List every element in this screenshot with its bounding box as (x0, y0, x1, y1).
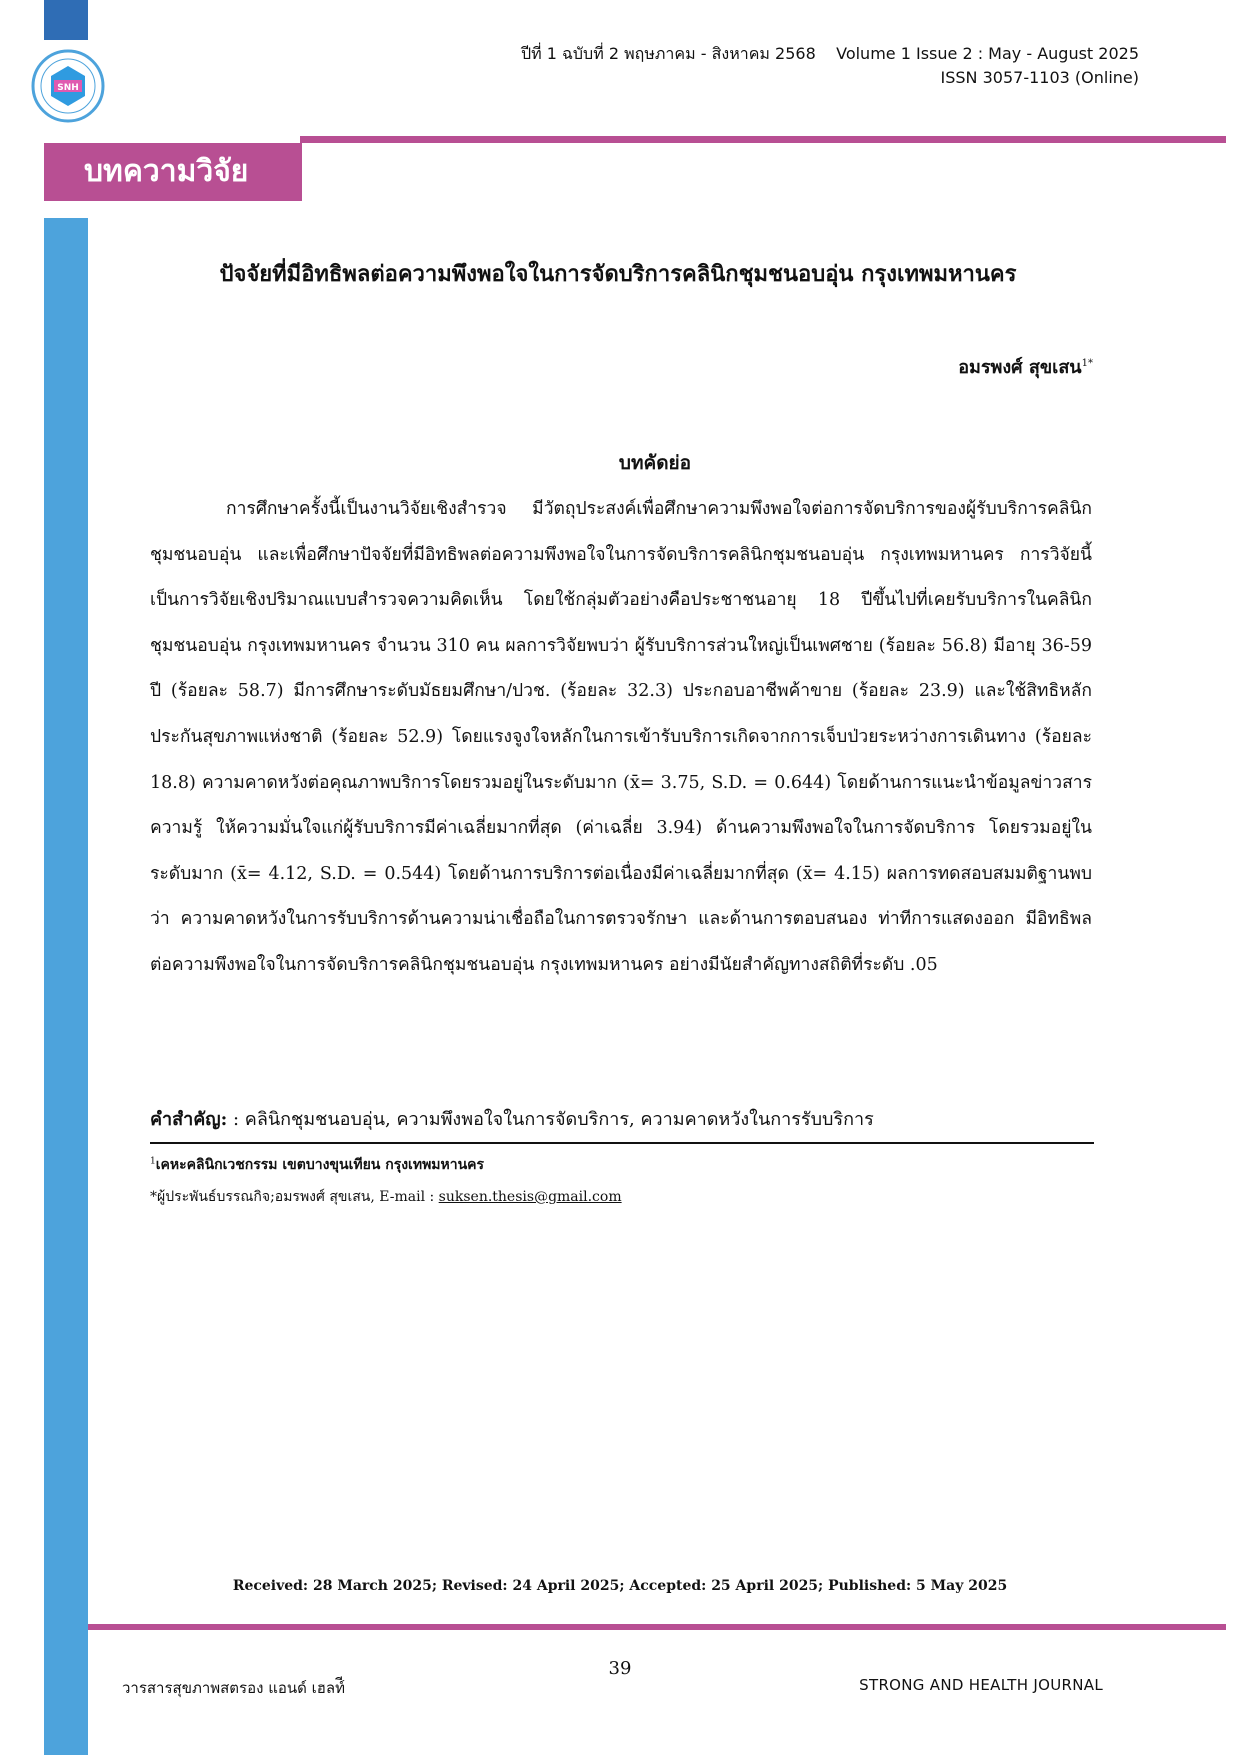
keywords-line (150, 1104, 1092, 1133)
top-color-block (44, 0, 88, 40)
keywords-text: : คลินิกชุมชนอบอุ่น, ความพึงพอใจในการจัดบริการ, ความคาดหวังในการรับบริการ (227, 1109, 874, 1130)
issue-line: ปีที่ 1 ฉบับที่ 2 พฤษภาคม - สิงหาคม 2568 Volume 1 Issue 2 : May - August 2025 (520, 44, 1139, 63)
author-marker: 1* (1081, 358, 1093, 369)
keywords-divider (150, 1142, 1094, 1144)
publication-dates: Received: 28 March 2025; Revised: 24 April 2025; Accepted: 25 April 2025; Published: 5 May 2025 (232, 1578, 1008, 1594)
issue-info (521, 42, 1139, 90)
journal-name-english: STRONG AND HEALTH JOURNAL (859, 1676, 1103, 1694)
footer-divider (88, 1624, 1226, 1630)
abstract-body: การศึกษาครั้งนี้เป็นงานวิจัยเชิงสำรวจ มีวัตถุประสงค์เพื่อศึกษาความพึงพอใจต่อการจัดบริการของผู้รับบริการคลินิกชุมชนอบอุ่น และเพื่อศึกษาปัจจัยที่มีอิทธิพลต่อความพึงพอใจในการจัดบริการคลินิกชุมชนอบอุ่น กรุงเทพมหานคร การวิจัยนี้เป็นการวิจัยเชิงปริมาณแบบสำรวจความคิดเห็น โดยใช้กลุ่มตัวอย่างคือประชาชนอายุ 18 ปีขึ้นไปที่เคยรับบริการในคลินิกชุมชนอบอุ่น กรุงเทพมหานคร จำนวน 310 คน ผลการวิจัยพบว่า ผู้รับบริการส่วนใหญ่เป็นเพศชาย (ร้อยละ 56.8) มีอายุ 36-59 ปี (ร้อยละ 58.7) มีการศึกษาระดับมัธยมศึกษา/ปวช. (ร้อยละ 32.3) ประกอบอาชีพค้าขาย (ร้อยละ 23.9) และใช้สิทธิหลักประกันสุขภาพแห่งชาติ (ร้อยละ 52.9) โดยแรงจูงใจหลักในการเข้ารับบริการเกิดจากการเจ็บป่วยระหว่างการเดินทาง (ร้อยละ 18.8) ความคาดหวังต่อคุณภาพบริการโดยรวมอยู่ในระดับมาก (x̄= 3.75, S.D. = 0.644) โดยด้านการแนะนำข้อมูลข่าวสาร ความรู้ ให้ความมั่นใจแก่ผู้รับบริการมีค่าเฉลี่ยมากที่สุด (ค่าเฉลี่ย 3.94) ด้านความพึงพอใจในการจัดบริการ โดยรวมอยู่ในระดับมาก (x̄= 4.12, S.D. = 0.544) โดยด้านการบริการต่อเนื่องมีค่าเฉลี่ยมากที่สุด (x̄= 4.15) ผลการทดสอบสมมติฐานพบว่า ความคาดหวังในการรับบริการด้านความน่าเชื่อถือในการตรวจรักษา และด้านการตอบสนอง ท่าทีการแสดงออก มีอิทธิพลต่อความพึงพอใจในการจัดบริการคลินิกชุมชนอบอุ่น กรุงเทพมหานคร อย่างมีนัยสำคัญทางสถิติที่ระดับ .05 (150, 499, 1092, 975)
issn-line: ISSN 3057-1103 (Online) (940, 68, 1139, 87)
author-name: อมรพงศ์ สุขเสน (958, 357, 1082, 378)
logo-text: SNH (57, 83, 79, 93)
abstract-heading: บทคัดย่อ (618, 452, 692, 474)
header-divider (300, 136, 1226, 143)
paper-title: ปัจจัยที่มีอิทธิพลต่อความพึงพอใจในการจัดบริการคลินิกชุมชนอบอุ่น กรุงเทพมหานคร (219, 261, 1017, 287)
journal-logo (30, 48, 106, 124)
corresponding-footnote (150, 1186, 622, 1208)
affiliation-footnote (150, 1154, 484, 1176)
author-line (958, 352, 1093, 381)
section-tab: บทความวิจัย (44, 143, 302, 201)
affiliation-marker: 1 (150, 1156, 156, 1167)
corresponding-text: *ผู้ประพันธ์บรรณกิจ;อมรพงศ์ สุขเสน, E-mail : (150, 1189, 439, 1205)
journal-name-thai: วารสารสุขภาพสตรอง แอนด์ เฮลท์ี (122, 1679, 346, 1697)
affiliation-text: เคหะคลินิกเวชกรรม เขตบางขุนเทียน กรุงเทพมหานคร (155, 1157, 485, 1173)
keywords-label: คำสำคัญ: (150, 1109, 228, 1130)
side-color-bar (44, 218, 88, 1755)
page-number: 39 (608, 1658, 632, 1679)
email-link[interactable]: suksen.thesis@gmail.com (438, 1189, 622, 1205)
